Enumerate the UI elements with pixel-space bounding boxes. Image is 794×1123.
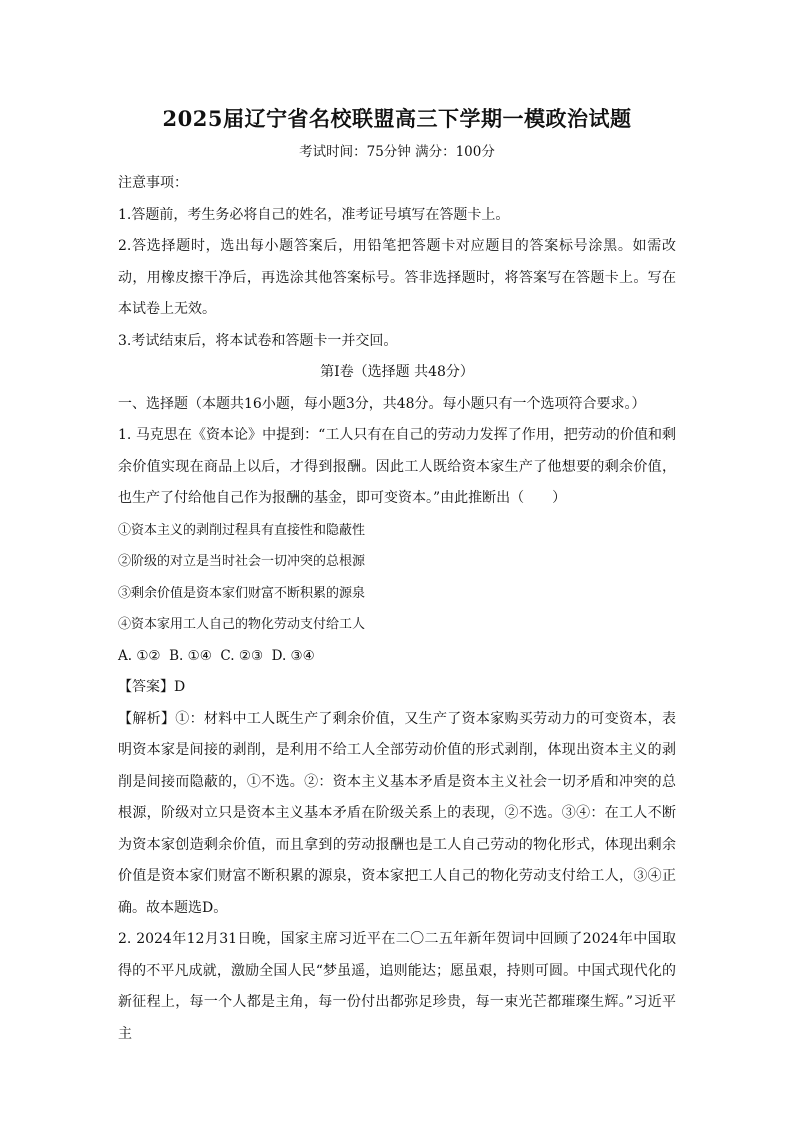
statement-2: ②阶级的对立是当时社会一切冲突的总根源 [118, 554, 366, 569]
statement-1: ①资本主义的剥削过程具有直接性和隐蔽性 [118, 522, 366, 538]
question-stem: 1. 马克思在《资本论》中提到：“工人只有在自己的劳动力发挥了作用，把劳动的价值和剩余价值实现在商品上以后，才得到报酬。因此工人既给资本家生产了他想要的剩余价值，也生产了付给他自己作为报酬的基金，即可变资本。”由此推断出（ ） [118, 427, 676, 506]
statement-3: ③剩余价值是资本家们财富不断积累的源泉 [118, 585, 366, 601]
answer-label: 【答案】D [118, 679, 186, 695]
notes-item-1: 1.答题前，考生务必将自己的姓名，准考证号填写在答题卡上。 [118, 206, 510, 223]
volume-heading: 第Ⅰ卷（选择题 共48分） [320, 364, 474, 380]
answer-choices: A. ①② B. ①④ C. ②③ D. ③④ [118, 647, 315, 664]
question-2 [118, 924, 676, 1050]
statement-4: ④资本家用工人自己的物化劳动支付给工人 [118, 617, 366, 632]
section-title: 一、选择题（本题共16小题，每小题3分，共48分。每小题只有一个选项符合要求。） [118, 395, 646, 412]
analysis-text: 【解析】①：材料中工人既生产了剩余价值，又生产了资本家购买劳动力的可变资本，表明资本家是间接的剥削，是利用不给工人全部劳动价值的形式剥削，体现出资本主义的剥削是间接而隐蔽的，①不选。②：资本主义基本矛盾是资本主义社会一切矛盾和冲突的总根源，阶级对立只是资本主义基本矛盾在阶级关系上的表现，②不选。③④：在工人不断为资本家创造剩余价值，而且拿到的劳动报酬也是工人自己劳动的物化形式，体现出剩余价值是资本家们财富不断积累的源泉，资本家把工人自己的物化劳动支付给工人，③④正确。故本题选D。 [118, 710, 676, 916]
notes-heading: 注意事项： [118, 175, 188, 191]
notes-item-3: 3.考试结束后，将本试卷和答题卡一并交回。 [118, 332, 398, 349]
question-1 [118, 420, 676, 924]
exam-info: 考试时间：75分钟 满分：100分 [299, 144, 495, 160]
page-title: 2025届辽宁省名校联盟高三下学期一模政治试题 [162, 106, 632, 131]
notes-section [118, 168, 676, 357]
question-stem: 2. 2024年12月31日晚，国家主席习近平在二〇二五年新年贺词中回顾了2024年中国取得的不平凡成就，激励全国人民“梦虽遥，追则能达；愿虽艰，持则可圆。中国式现代化的新征程上，每一个人都是主角，每一份付出都弥足珍贵，每一束光芒都璀璨生辉。”习近平主 [118, 931, 676, 1042]
notes-item-2: 2.答选择题时，选出每小题答案后，用铅笔把答题卡对应题目的答案标号涂黑。如需改动，用橡皮擦干净后，再选涂其他答案标号。答非选择题时，将答案写在答题卡上。写在本试卷上无效。 [118, 238, 676, 317]
